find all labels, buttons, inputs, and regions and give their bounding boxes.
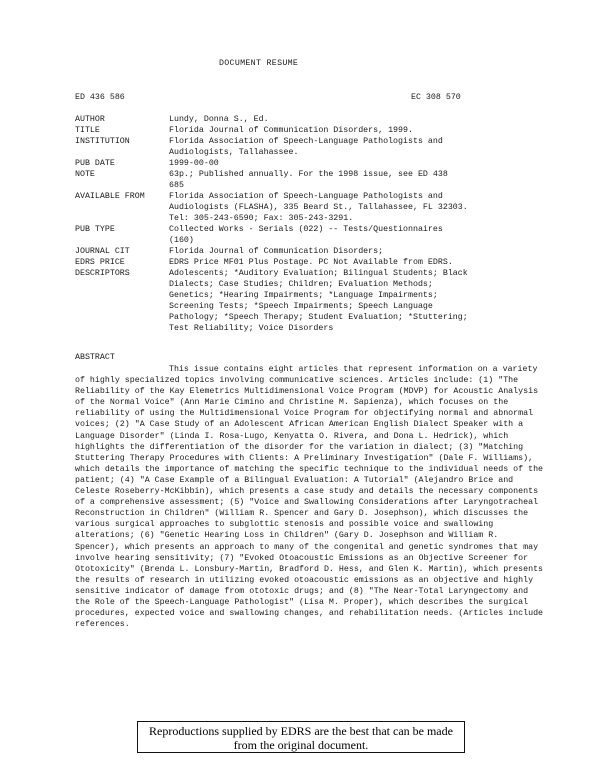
field-label: NOTE (75, 170, 95, 179)
field-label: PUB TYPE (75, 225, 115, 234)
abstract-heading: ABSTRACT (75, 353, 115, 362)
field-value: 63p.; Published annually. For the 1998 issue, see ED 438 685 (169, 170, 448, 190)
ed-number: ED 436 586 (75, 93, 125, 102)
field-row (75, 114, 545, 125)
field-value: Lundy, Donna S., Ed. (169, 115, 269, 124)
field-row (75, 246, 545, 257)
field-label: TITLE (75, 126, 100, 135)
field-row (75, 257, 545, 268)
field-value: 1999-00-00 (169, 159, 219, 168)
field-value: EDRS Price MF01 Plus Postage. PC Not Available from EDRS. (169, 258, 453, 267)
field-label: EDRS PRICE (75, 258, 125, 267)
reproduction-notice-line-2: from the original document. (233, 738, 369, 752)
field-value: Florida Association of Speech-Language Pathologists and Audiologists, Tallahassee. (169, 137, 443, 157)
field-row (75, 125, 545, 136)
field-value: Adolescents; *Auditory Evaluation; Bilingual Students; Black Dialects; Case Studies; Children; Evaluation Methods; Genetics; *Hearing Impairments; *Language Impairments; Screening Tests; *Speech Impairments; Speech Language Pathology; *Speech Therapy; Student Evaluation; *Stuttering; Test Reliability; Voice Disorders (169, 269, 468, 333)
abstract-text: This issue contains eight articles that represent information on a variety of highly specialized topics involving communicative sciences. Articles include: (1) "The Reliability of the Kay Elemetrics Multidimensional Voice Program (MDVP) for Acoustic Analysis of the Normal Voice" (Ann Marie Cimino and Christine M. Sapienza), which focuses on the reliability of using the Multidimensional Voice Program for objectifying normal and abnormal voices; (2) "A Case Study of an Adolescent African American English Dialect Speaker with a Language Disorder" (Linda I. Rosa-Lugo, Kenyatta O. Rivera, and Dona L. Hedrick), which highlights the differentiation of the disorder for the variation in dialect; (3) "Matching Stuttering Therapy Procedures with Clients: A Preliminary Investigation" (Dale F. Williams), which details the importance of matching the specific technique to the individual needs of the patient; (4) "A Case Example of a Bilingual Evaluation: A Tutorial" (Alejandro Brice and Celeste Roseberry-McKibbin), which presents a case study and details the necessary components of a comprehensive assessment; (5) "Voice and Swallowing Considerations after Laryngotracheal Reconstruction in Children" (William R. Spencer and Gary D. Josephson), which discusses the various surgical approaches to subglottic stenosis and possible voice and swallowing alterations; (6) "Genetic Hearing Loss in Children" (Gary D. Josephson and William R. Spencer), which presents an approach to many of the congenital and genetic syndromes that may involve hearing sensitivity; (7) "Evoked Otoacoustic Emissions as an Objective Screener for Ototoxicity" (Brenda L. Lonsbury-Martin, Bradford D. Hess, and Glen K. Martin), which presents the results of research in utilizing evoked otoacoustic emissions as an objective and highly sensitive indicator of damage from ototoxic drugs; and (8) "The Near-Total Laryngectomy and the Role of the Speech-Language Pathologist" (Lisa M. Proper), which describes the surgical procedures, expected voice and swallowing changes, and rehabilitation needs. (Articles include references. (75, 365, 544, 630)
field-label: PUB DATE (75, 159, 115, 168)
metadata-fields (75, 114, 545, 334)
field-label: JOURNAL CIT (75, 247, 130, 256)
field-row (75, 191, 545, 224)
field-row (75, 268, 545, 334)
field-row (75, 136, 545, 158)
field-label: AVAILABLE FROM (75, 192, 145, 201)
field-value: Collected Works - Serials (022) -- Tests/Questionnaires (160) (169, 225, 443, 245)
field-row (75, 158, 545, 169)
ec-number: EC 308 570 (411, 93, 461, 102)
reproduction-notice-line-1: Reproductions supplied by EDRS are the best that can be made (149, 724, 453, 738)
field-value: Florida Journal of Communication Disorders, 1999. (169, 126, 413, 135)
field-value: Florida Journal of Communication Disorders; (169, 247, 384, 256)
field-label: AUTHOR (75, 115, 105, 124)
field-label: DESCRIPTORS (75, 269, 130, 278)
reproduction-notice (137, 721, 465, 753)
document-title: DOCUMENT RESUME (219, 59, 299, 68)
field-row (75, 224, 545, 246)
field-label: INSTITUTION (75, 137, 130, 146)
field-value: Florida Association of Speech-Language Pathologists and Audiologists (FLASHA), 335 Beard St., Tallahassee, FL 32303. Tel: 305-243-6590; Fax: 305-243-3291. (169, 192, 468, 223)
field-row (75, 169, 545, 191)
